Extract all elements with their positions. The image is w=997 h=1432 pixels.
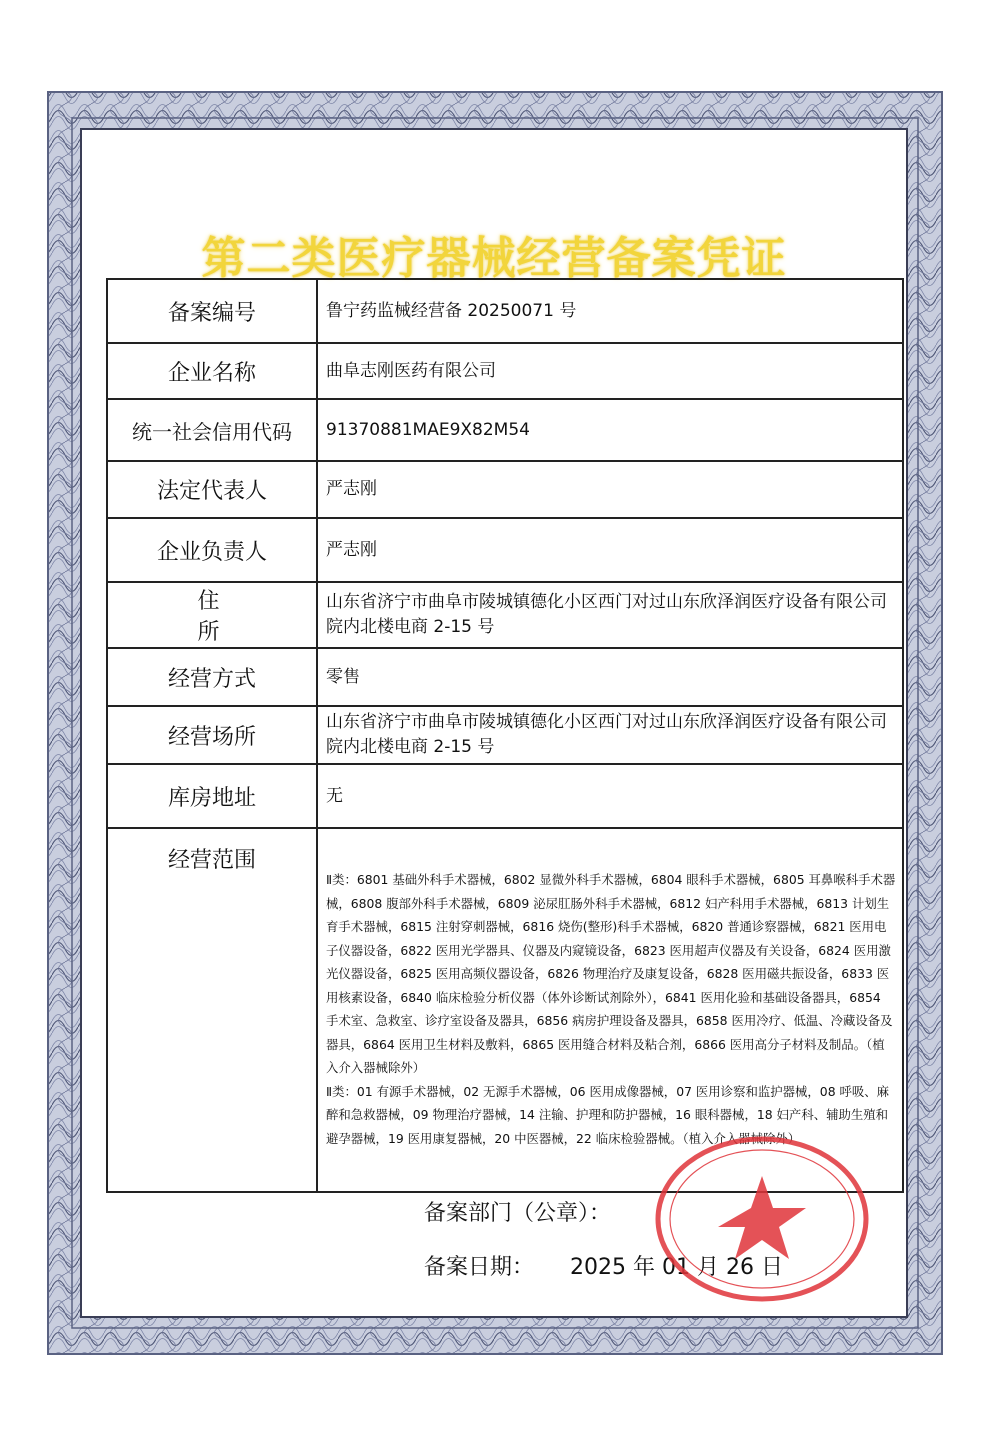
date-month: 01: [662, 1255, 691, 1280]
table-row: [107, 648, 903, 706]
row-value-record-number: 鲁宁药监械经营备 20250071 号: [317, 279, 903, 343]
date-label: 备案日期：: [424, 1255, 535, 1280]
table-row: [107, 343, 903, 399]
row-label-business-mode: 经营方式: [107, 648, 317, 706]
date-year-unit: 年: [633, 1255, 656, 1280]
row-value-legal-representative: 严志刚: [317, 461, 903, 518]
date-year: 2025: [570, 1255, 627, 1280]
row-label-record-number: 备案编号: [107, 279, 317, 343]
table-row: [107, 399, 903, 461]
row-value-company-name: 曲阜志刚医药有限公司: [317, 343, 903, 399]
date-day: 26: [726, 1255, 755, 1280]
scope-paragraph-class-ii-legacy: Ⅱ类：6801 基础外科手术器械，6802 显微外科手术器械，6804 眼科手术器械，6805 耳鼻喉科手术器械，6808 腹部外科手术器械，6809 泌尿肛肠外科手术器械，6812 妇产科用手术器械，6813 计划生育手术器械，6815 注射穿刺器械，6816 烧伤(整形)科手术器械，6820 普通诊察器械，6821 医用电子仪器设备，6822 医用光学器具、仪器及内窥镜设备，6823 医用超声仪器及有关设备，6824 医用激光仪器设备，6825 医用高频仪器设备，6826 物理治疗及康复设备，6828 医用磁共振设备，6833 医用核素设备，6840 临床检验分析仪器（体外诊断试剂除外），6841 医用化验和基础设备器具，6854 手术室、急救室、诊疗室设备及器具，6856 病房护理设备及器具，6858 医用冷疗、低温、冷藏设备及器具，6864 医用卫生材料及敷料，6865 医用缝合材料及粘合剂，6866 医用高分子材料及制品。（植入介入器械除外）: [326, 872, 896, 1075]
row-label-legal-representative: 法定代表人: [107, 461, 317, 518]
date-month-unit: 月: [697, 1255, 720, 1280]
row-value-credit-code: 91370881MAE9X82M54: [317, 399, 903, 461]
row-value-person-in-charge: 严志刚: [317, 518, 903, 582]
row-label-company-name: 企业名称: [107, 343, 317, 399]
table-row: [107, 279, 903, 343]
row-label-person-in-charge: 企业负责人: [107, 518, 317, 582]
row-label-credit-code: 统一社会信用代码: [107, 399, 317, 461]
row-label-business-premises: 经营场所: [107, 706, 317, 764]
table-row: [107, 518, 903, 582]
row-label-business-scope: 经营范围: [107, 828, 317, 1192]
table-row: [107, 764, 903, 828]
official-seal-icon: [652, 1134, 872, 1304]
certificate-title: 第二类医疗器械经营备案凭证: [201, 233, 787, 284]
department-label: 备案部门（公章）：: [424, 1201, 612, 1226]
date-day-unit: 日: [761, 1255, 784, 1280]
certificate-table: [106, 278, 904, 1193]
table-row: [107, 582, 903, 648]
table-row: [107, 706, 903, 764]
row-value-warehouse-address: 无: [317, 764, 903, 828]
row-value-domicile: 山东省济宁市曲阜市陵城镇德化小区西门对过山东欣泽润医疗设备有限公司院内北楼电商 2-15 号: [317, 582, 903, 648]
row-label-warehouse-address: 库房地址: [107, 764, 317, 828]
row-label-domicile: 住 所: [107, 582, 317, 648]
row-value-business-mode: 零售: [317, 648, 903, 706]
scope-paragraph-class-ii-new: Ⅱ类：01 有源手术器械，02 无源手术器械，06 医用成像器械，07 医用诊察和监护器械，08 呼吸、麻醉和急救器械，09 物理治疗器械，14 注输、护理和防护器械，16 眼科器械，18 妇产科、辅助生殖和避孕器械，19 医用康复器械，20 中医器械，22 临床检验器械。（植入介入器械除外）: [326, 1083, 890, 1146]
row-value-business-premises: 山东省济宁市曲阜市陵城镇德化小区西门对过山东欣泽润医疗设备有限公司院内北楼电商 2-15 号: [317, 706, 903, 764]
table-row: [107, 461, 903, 518]
